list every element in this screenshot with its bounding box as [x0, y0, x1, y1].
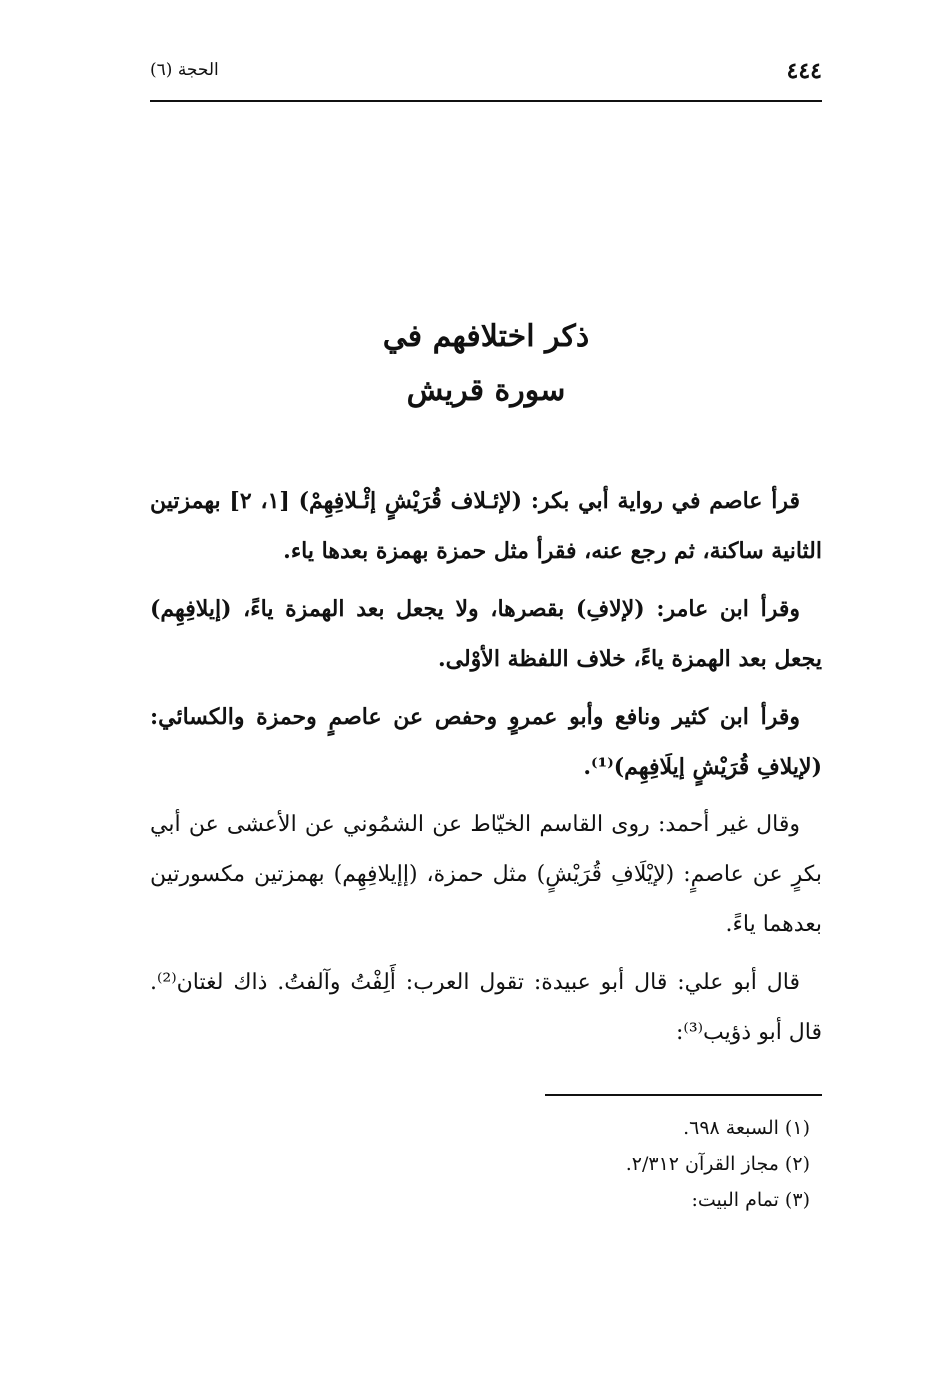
footnotes [150, 1110, 810, 1218]
paragraph-3: وقرأ ابن كثير ونافع وأبو عمروٍ وحفص عن عاصمٍ وحمزة والكسائي: (لإيلافِ قُرَيْشٍ إيلَافِهِم)⁽¹⁾. [150, 704, 822, 780]
chapter-title-line-1: ذكر اختلافهم في [382, 319, 590, 354]
page-number: ٤٤٤ [786, 58, 822, 84]
chapter-heading [150, 310, 822, 418]
footnote-divider [545, 1094, 822, 1096]
chapter-title-line-2: سورة قريش [406, 373, 566, 408]
paragraph-1: قرأ عاصم في رواية أبي بكر: (لإئـلاف قُرَيْشٍ إئْـلافِهِمْ) [١، ٢] بهمزتين الثانية ساكنة، ثم رجع عنه، فقرأ مثل حمزة بهمزة بعدها ياء. [150, 488, 822, 564]
paragraph-4: وقال غير أحمد: روى القاسم الخيّاط عن الشمُوني عن الأعشى عن أبي بكرٍ عن عاصمٍ: (لإيْلَافِ قُرَيْشٍ) مثل حمزة، (إإيلافِهِم) بهمزتين مكسورتين بعدهما ياءً. [150, 812, 822, 937]
header-divider [150, 100, 822, 102]
paragraph-5: قال أبو علي: قال أبو عبيدة: تقول العرب: أَلِفْتُ وآلفتُ. ذاك لغتان⁽²⁾. قال أبو ذؤيب⁽³⁾: [150, 970, 822, 1045]
page-header [150, 52, 822, 92]
footnote-3: (٣) تمام البيت: [691, 1189, 810, 1211]
footnote-1: (١) السبعة ٦٩٨. [683, 1117, 810, 1139]
running-title: الحجة (٦) [150, 60, 219, 80]
body-text [150, 476, 822, 1066]
paragraph-2: وقرأ ابن عامر: (لإلافِ) بقصرها، ولا يجعل بعد الهمزة ياءً، (إيلافِهِم) يجعل بعد الهمزة ياءً، خلاف اللفظة الأوْلى. [150, 596, 822, 672]
footnote-2: (٢) مجاز القرآن ٢/٣١٢. [625, 1153, 810, 1175]
